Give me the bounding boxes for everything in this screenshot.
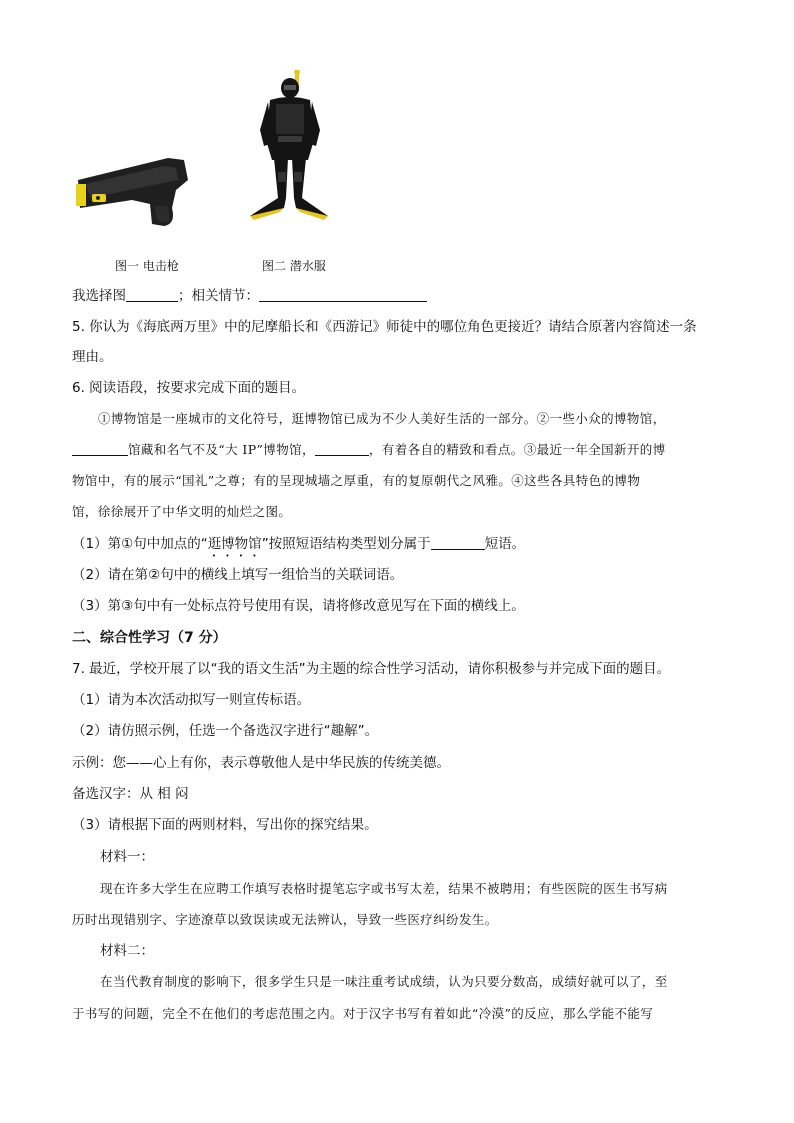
- q6-sub1: [72, 535, 525, 560]
- q4-mid: ；相关情节：: [178, 288, 259, 304]
- q6-para-line2-a: 馆藏和名气不及“大 IP”博物馆，: [128, 442, 315, 457]
- q5-line1: 5. 你认为《海底两万里》中的尼摩船长和《西游记》师徒中的哪位角色更接近？请结合原著内容简述一条: [72, 319, 697, 335]
- q4-figure-blank[interactable]: [126, 288, 178, 302]
- q7-sub1: （1）请为本次活动拟写一则宣传标语。: [72, 692, 311, 708]
- q6-blank-1[interactable]: [72, 442, 128, 456]
- figure2-caption: 图二 潜水服: [262, 259, 326, 273]
- q7-candidate-chars: 备选汉字：从 相 闷: [72, 786, 189, 802]
- q6-para-line4: 馆，徐徐展开了中华文明的灿烂之图。: [72, 504, 292, 519]
- q7-example: 示例：您——心上有你，表示尊敬他人是中华民族的传统美德。: [72, 755, 450, 771]
- material1-line2: 历时出现错别字、字迹潦草以致误读或无法辨认，导致一些医疗纠纷发生。: [72, 912, 498, 927]
- q7-sub2: （2）请仿照示例，任选一个备选汉字进行“趣解”。: [72, 723, 379, 739]
- material2-label: 材料二：: [100, 943, 154, 959]
- q6-para-line1: ①博物馆是一座城市的文化符号，逛博物馆已成为不少人美好生活的一部分。②一些小众的博物馆，: [98, 411, 666, 426]
- material2-line1: 在当代教育制度的影响下，很多学生只是一味注重考试成绩，认为只要分数高，成绩好就可以了，至: [100, 974, 668, 989]
- q6-blank-2[interactable]: [315, 442, 369, 456]
- q4-answer-line: [72, 287, 427, 305]
- q7-sub3: （3）请根据下面的两则材料，写出你的探究结果。: [72, 817, 378, 833]
- material1-label: 材料一：: [100, 849, 154, 865]
- q6-sub1-b: ”按照短语结构类型划分属于: [261, 536, 431, 552]
- q6-sub1-emphasis: 逛博物馆: [207, 536, 262, 552]
- q6-sub2: （2）请在第②句中的横线上填写一组恰当的关联词语。: [72, 567, 404, 583]
- q6-para-line2-b: ，有着各自的精致和看点。③最近一年全国新开的博: [368, 442, 666, 457]
- material2-line2: 于书写的问题，完全不在他们的考虑范围之内。对于汉字书写有着如此“冷漠”的反应，那么学能不能写: [72, 1006, 654, 1021]
- q6-sub1-blank[interactable]: [431, 536, 485, 550]
- q4-prefix: 我选择图: [72, 288, 126, 304]
- section2-title: 二、综合性学习（7 分）: [72, 630, 227, 646]
- diver-image: [240, 70, 340, 228]
- q6-para-line3: 物馆中，有的展示“国礼”之尊；有的呈现城墙之厚重，有的复原朝代之风雅。④这些各具特色的博物: [72, 473, 641, 488]
- q6-para-line2: [72, 441, 666, 459]
- q4-plot-blank[interactable]: [259, 288, 427, 302]
- q5-line2: 理由。: [72, 349, 113, 365]
- q7-stem: 7. 最近，学校开展了以“我的语文生活”为主题的综合性学习活动，请你积极参与并完成下面的题目。: [72, 661, 671, 677]
- material1-line1: 现在许多大学生在应聘工作填写表格时提笔忘字或书写太差，结果不被聘用；有些医院的医生书写病: [100, 881, 668, 896]
- figure1-caption: 图一 电击枪: [115, 259, 179, 273]
- taser-image: [72, 150, 198, 230]
- q6-sub1-a: （1）第①句中加点的“: [72, 536, 208, 552]
- q6-sub3: （3）第③句中有一处标点符号使用有误，请将修改意见写在下面的横线上。: [72, 598, 525, 614]
- q6-stem: 6. 阅读语段，按要求完成下面的题目。: [72, 380, 306, 396]
- q6-sub1-c: 短语。: [484, 536, 526, 552]
